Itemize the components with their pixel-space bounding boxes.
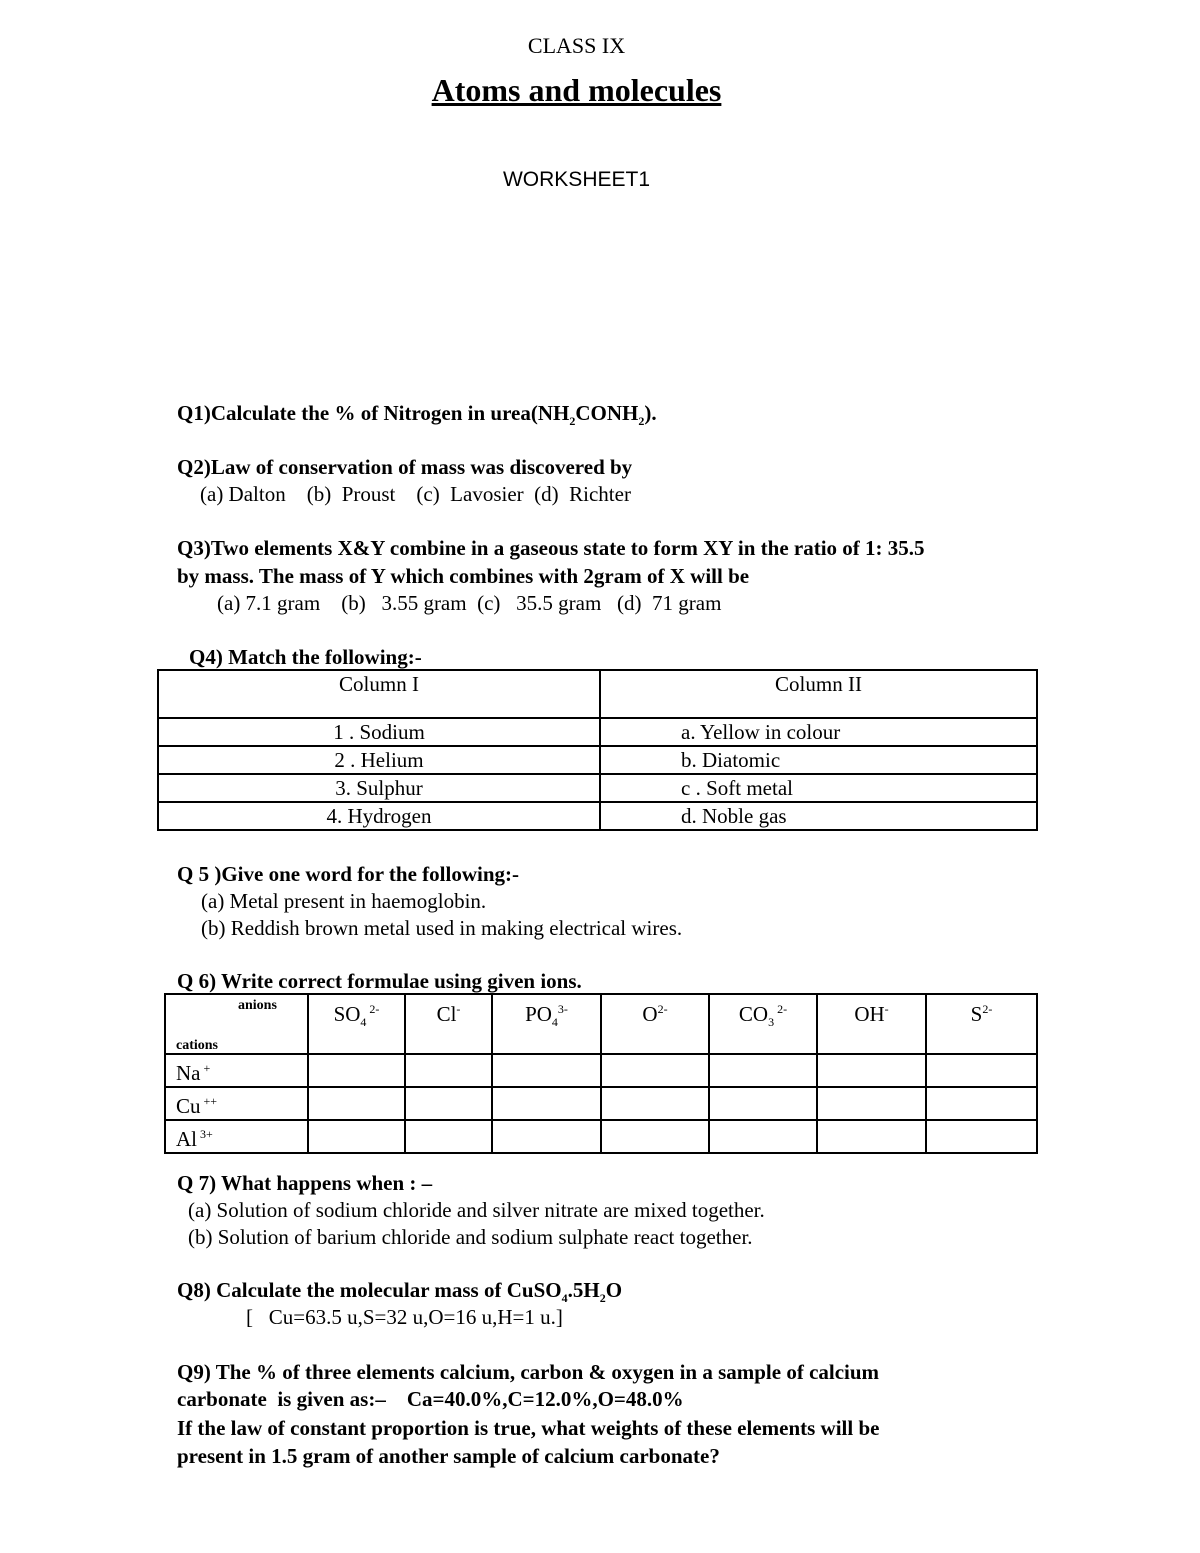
answer-cell — [601, 1120, 709, 1153]
anion-header: $S^{2-}$ — [926, 994, 1037, 1054]
anion-header: $O^{2-}$ — [601, 994, 709, 1054]
match-col1-header: Column I — [158, 670, 600, 718]
answer-cell — [601, 1054, 709, 1087]
cation-label: Cu ++ — [165, 1087, 308, 1120]
answer-cell — [308, 1054, 405, 1087]
answer-cell — [492, 1120, 601, 1153]
question-9-line-3: If the law of constant proportion is true, what weights of these elements will be — [177, 1416, 880, 1440]
question-2: Q2)Law of conservation of mass was discovered by — [177, 455, 633, 479]
answer-cell — [709, 1120, 817, 1153]
question-9-line-4: present in 1.5 gram of another sample of calcium carbonate? — [177, 1444, 720, 1468]
formula-table — [164, 993, 1038, 1154]
question-3-line-1: Q3)Two elements X&Y combine in a gaseous state to form XY in the ratio of 1: 35.5 — [177, 536, 925, 560]
answer-cell — [926, 1054, 1037, 1087]
answer-cell — [405, 1054, 492, 1087]
anion-header: OH- — [817, 994, 926, 1054]
question-3-options: (a) 7.1 gram (b) 3.55 gram (c) 35.5 gram (d) 71 gram — [217, 591, 722, 615]
table-row — [165, 1087, 1037, 1120]
question-5: Q 5 )Give one word for the following:- — [177, 862, 519, 886]
table-row — [165, 1054, 1037, 1087]
answer-cell — [601, 1087, 709, 1120]
match-left: 2 . Helium — [158, 746, 600, 774]
question-8-given: [ Cu=63.5 u,S=32 u,O=16 u,H=1 u.] — [246, 1305, 563, 1329]
worksheet-label: WORKSHEET1 — [502, 168, 651, 191]
answer-cell — [492, 1087, 601, 1120]
answer-cell — [308, 1120, 405, 1153]
answer-cell — [308, 1087, 405, 1120]
answer-cell — [926, 1120, 1037, 1153]
question-5-b: (b) Reddish brown metal used in making electrical wires. — [201, 916, 683, 940]
table-row — [158, 718, 1037, 746]
question-4: Q4) Match the following:- — [189, 645, 422, 669]
anion-header: Cl- — [405, 994, 492, 1054]
question-1: Q1)Calculate the % of Nitrogen in $urea(NH_2CONH_2)$. — [177, 401, 657, 429]
match-right: c . Soft metal — [600, 774, 1037, 802]
match-right: b. Diatomic — [600, 746, 1037, 774]
table-row — [158, 774, 1037, 802]
question-2-options: (a) Dalton (b) Proust (c) Lavosier (d) Richter — [200, 482, 631, 506]
answer-cell — [405, 1120, 492, 1153]
match-left: 4. Hydrogen — [158, 802, 600, 830]
match-right: d. Noble gas — [600, 802, 1037, 830]
corner-cell — [165, 994, 308, 1054]
question-5-a: (a) Metal present in haemoglobin. — [201, 889, 487, 913]
match-left: 1 . Sodium — [158, 718, 600, 746]
anion-header: $PO_4^{3-}$ — [492, 994, 601, 1054]
anion-header: $SO_4$ $^{2-}$ — [308, 994, 405, 1054]
cation-label: Na + — [165, 1054, 308, 1087]
anions-label: anions — [238, 998, 277, 1013]
class-label: CLASS IX — [527, 33, 626, 58]
page-title — [0, 72, 1153, 109]
table-row — [158, 746, 1037, 774]
cations-label: cations — [176, 1038, 218, 1053]
question-7-b: (b) Solution of barium chloride and sodium sulphate react together. — [188, 1225, 753, 1249]
match-table — [157, 669, 1038, 831]
page-title-text: Atoms and molecules — [431, 72, 722, 108]
answer-cell — [709, 1087, 817, 1120]
match-left: 3. Sulphur — [158, 774, 600, 802]
answer-cell — [405, 1087, 492, 1120]
question-3-line-2: by mass. The mass of Y which combines with 2gram of X will be — [177, 564, 750, 588]
question-9-line-1: Q9) The % of three elements calcium, carbon & oxygen in a sample of calcium — [177, 1360, 880, 1384]
table-row — [158, 802, 1037, 830]
question-9-line-2: carbonate is given as:– Ca=40.0%,C=12.0%,O=48.0% — [177, 1387, 684, 1411]
answer-cell — [492, 1054, 601, 1087]
cation-label: Al $^{3+}$ — [165, 1120, 308, 1153]
answer-cell — [709, 1054, 817, 1087]
answer-cell — [926, 1087, 1037, 1120]
answer-cell — [817, 1054, 926, 1087]
question-6: Q 6) Write correct formulae using given ions. — [177, 969, 582, 993]
question-7-a: (a) Solution of sodium chloride and silver nitrate are mixed together. — [188, 1198, 765, 1222]
answer-cell — [817, 1087, 926, 1120]
match-col2-header: Column II — [600, 670, 1037, 718]
question-8: Q8) Calculate the molecular mass of $CuSO_4.5H_2O$ — [177, 1278, 623, 1306]
anion-header: $CO_3$ $^{2-}$ — [709, 994, 817, 1054]
table-row — [165, 1120, 1037, 1153]
question-7: Q 7) What happens when : – — [177, 1171, 433, 1195]
match-right: a. Yellow in colour — [600, 718, 1037, 746]
answer-cell — [817, 1120, 926, 1153]
